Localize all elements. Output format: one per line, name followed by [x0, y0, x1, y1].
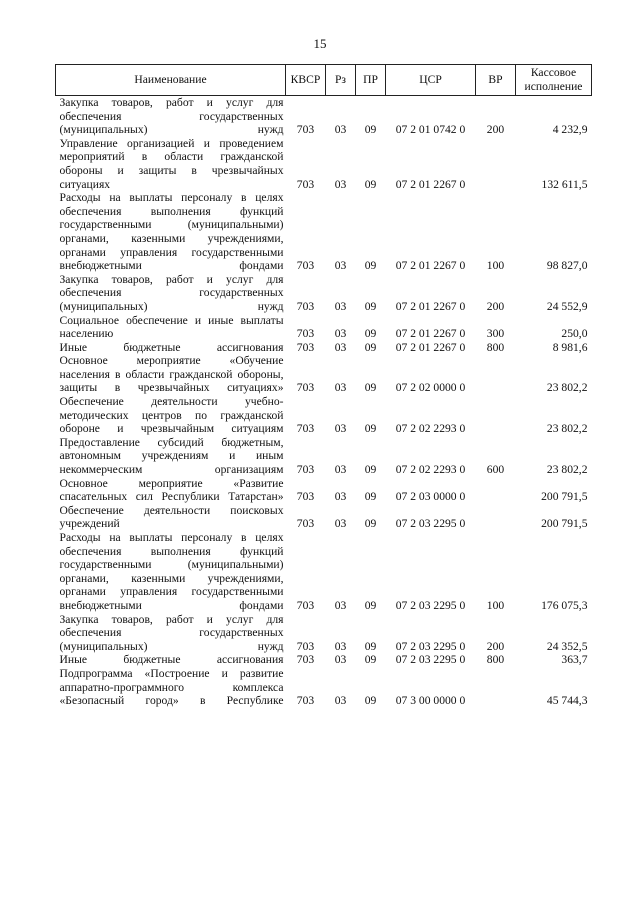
- row-value: 8 981,6: [552, 340, 588, 354]
- row-pr: 09: [364, 694, 377, 708]
- row-vr: 300: [486, 327, 505, 341]
- row-vr: 200: [486, 123, 505, 137]
- row-rz: 03: [334, 653, 347, 667]
- row-name: Обеспечение деятельности поисковых учреждений: [59, 503, 284, 531]
- row-csr: 07 2 01 2267 0: [395, 177, 466, 191]
- row-rz: 03: [334, 422, 347, 436]
- table-row: [56, 531, 592, 613]
- row-vr: 100: [486, 598, 505, 612]
- row-vr: 800: [486, 653, 505, 667]
- row-csr: 07 2 03 2295 0: [395, 517, 466, 531]
- row-rz: 03: [334, 598, 347, 612]
- row-name: Обеспечение деятельности учебно-методических центров по гражданской обороне и чрезвычайным ситуациям: [59, 395, 284, 436]
- table-row: [56, 137, 592, 191]
- row-pr: 09: [364, 517, 377, 531]
- row-name: Социальное обеспечение и иные выплаты населению: [59, 313, 284, 341]
- row-name: Закупка товаров, работ и услуг для обеспечения государственных (муниципальных) нужд: [59, 612, 284, 653]
- header-rz: Рз: [326, 65, 356, 96]
- row-pr: 09: [364, 490, 377, 504]
- row-csr: 07 2 01 2267 0: [395, 327, 466, 341]
- row-name: Расходы на выплаты персоналу в целях обеспечения выполнения функций государственными (муниципальными) органами, казенными учреждениями, органами управления государственными внебюджетными фондами: [59, 531, 284, 612]
- row-vr: 100: [486, 259, 505, 273]
- row-kvsr: 703: [296, 381, 315, 395]
- row-value: 200 791,5: [541, 490, 588, 504]
- header-vr: ВР: [476, 65, 516, 96]
- row-vr: [476, 667, 516, 708]
- row-value: 4 232,9: [552, 123, 588, 137]
- table-row: [56, 436, 592, 477]
- row-rz: 03: [334, 381, 347, 395]
- row-kvsr: 703: [296, 340, 315, 354]
- row-kvsr: 703: [296, 123, 315, 137]
- row-name: Предоставление субсидий бюджетным, автономным учреждениям и иным некоммерческим организациям: [59, 435, 284, 477]
- row-csr: 07 2 01 2267 0: [395, 259, 466, 273]
- row-csr: 07 2 03 2295 0: [395, 598, 466, 612]
- row-pr: 09: [364, 381, 377, 395]
- row-pr: 09: [364, 639, 377, 653]
- row-kvsr: 703: [296, 639, 315, 653]
- row-csr: 07 2 03 0000 0: [395, 490, 466, 504]
- row-vr: [476, 354, 516, 395]
- table-row: [56, 191, 592, 273]
- row-kvsr: 703: [296, 463, 315, 477]
- row-value: 250,0: [561, 327, 588, 341]
- row-value: 23 802,2: [546, 422, 588, 436]
- row-kvsr: 703: [296, 177, 315, 191]
- row-value: 363,7: [561, 653, 588, 667]
- table-row: [56, 504, 592, 531]
- row-value: 24 352,5: [546, 639, 588, 653]
- table-row: [56, 477, 592, 504]
- row-pr: 09: [364, 653, 377, 667]
- row-csr: 07 2 01 2267 0: [395, 299, 466, 313]
- row-value: 45 744,3: [546, 694, 588, 708]
- row-vr: [476, 504, 516, 531]
- header-name: Наименование: [56, 65, 286, 96]
- page-number: 15: [313, 36, 327, 51]
- table-row: [56, 653, 592, 667]
- table-row: [56, 667, 592, 708]
- row-kvsr: 703: [296, 517, 315, 531]
- row-rz: 03: [334, 259, 347, 273]
- row-pr: 09: [364, 177, 377, 191]
- table-row: [56, 96, 592, 137]
- header-kvsr: КВСР: [286, 65, 326, 96]
- row-kvsr: 703: [296, 327, 315, 341]
- row-value: 23 802,2: [546, 381, 588, 395]
- row-pr: 09: [364, 598, 377, 612]
- row-kvsr: 703: [296, 259, 315, 273]
- row-csr: 07 2 03 2295 0: [395, 653, 466, 667]
- row-name: Иные бюджетные ассигнования: [59, 340, 284, 354]
- row-kvsr: 703: [296, 598, 315, 612]
- table-row: [56, 395, 592, 436]
- row-rz: 03: [334, 340, 347, 354]
- row-rz: 03: [334, 327, 347, 341]
- row-vr: 800: [486, 340, 505, 354]
- row-pr: 09: [364, 463, 377, 477]
- row-vr: [476, 137, 516, 191]
- row-value: 98 827,0: [546, 259, 588, 273]
- row-name: Основное мероприятие «Развитие спасательных сил Республики Татарстан»: [59, 476, 284, 504]
- row-csr: 07 2 01 0742 0: [395, 123, 466, 137]
- row-vr: 200: [486, 299, 505, 313]
- row-kvsr: 703: [296, 299, 315, 313]
- row-name: Подпрограмма «Построение и развитие аппаратно-программного комплекса «Безопасный город» в Республике: [59, 666, 284, 708]
- row-pr: 09: [364, 123, 377, 137]
- table-header-row: [56, 65, 592, 96]
- row-name: Основное мероприятие «Обучение населения в области гражданской обороны, защиты в чрезвычайных ситуациях»: [59, 354, 284, 395]
- row-pr: 09: [364, 299, 377, 313]
- row-vr: [476, 477, 516, 504]
- row-rz: 03: [334, 639, 347, 653]
- row-csr: 07 2 02 0000 0: [395, 381, 466, 395]
- row-csr: 07 2 01 2267 0: [395, 340, 466, 354]
- row-value: 24 552,9: [546, 299, 588, 313]
- row-rz: 03: [334, 299, 347, 313]
- row-kvsr: 703: [296, 490, 315, 504]
- row-pr: 09: [364, 327, 377, 341]
- row-value: 132 611,5: [541, 177, 588, 191]
- row-rz: 03: [334, 694, 347, 708]
- row-name: Закупка товаров, работ и услуг для обеспечения государственных (муниципальных) нужд: [59, 96, 284, 137]
- header-exec: Кассовое исполнение: [516, 65, 592, 96]
- row-csr: 07 2 02 2293 0: [395, 422, 466, 436]
- table-row: [56, 341, 592, 355]
- row-kvsr: 703: [296, 422, 315, 436]
- row-pr: 09: [364, 422, 377, 436]
- budget-table: [55, 64, 592, 708]
- row-csr: 07 2 03 2295 0: [395, 639, 466, 653]
- row-csr: 07 2 02 2293 0: [395, 463, 466, 477]
- table-row: [56, 613, 592, 654]
- row-name: Управление организацией и проведением мероприятий в области гражданской обороны и защиты в чрезвычайных ситуациях: [59, 136, 284, 191]
- table-row: [56, 273, 592, 314]
- row-pr: 09: [364, 259, 377, 273]
- row-rz: 03: [334, 463, 347, 477]
- row-vr: 200: [486, 639, 505, 653]
- row-pr: 09: [364, 340, 377, 354]
- row-name: Закупка товаров, работ и услуг для обеспечения государственных (муниципальных) нужд: [59, 272, 284, 313]
- row-vr: 600: [486, 463, 505, 477]
- row-value: 200 791,5: [541, 517, 588, 531]
- table-row: [56, 314, 592, 341]
- row-rz: 03: [334, 490, 347, 504]
- row-rz: 03: [334, 123, 347, 137]
- row-csr: 07 3 00 0000 0: [395, 694, 466, 708]
- row-value: 176 075,3: [541, 598, 588, 612]
- row-rz: 03: [334, 517, 347, 531]
- header-csr: ЦСР: [386, 65, 476, 96]
- row-name: Расходы на выплаты персоналу в целях обеспечения выполнения функций государственными (муниципальными) органами, казенными учреждениями, органами управления государственными внебюджетными фондами: [59, 191, 284, 273]
- row-value: 23 802,2: [546, 463, 588, 477]
- row-kvsr: 703: [296, 694, 315, 708]
- row-rz: 03: [334, 177, 347, 191]
- row-vr: [476, 395, 516, 436]
- table-row: [56, 354, 592, 395]
- row-kvsr: 703: [296, 653, 315, 667]
- row-name: Иные бюджетные ассигнования: [59, 653, 284, 667]
- header-pr: ПР: [356, 65, 386, 96]
